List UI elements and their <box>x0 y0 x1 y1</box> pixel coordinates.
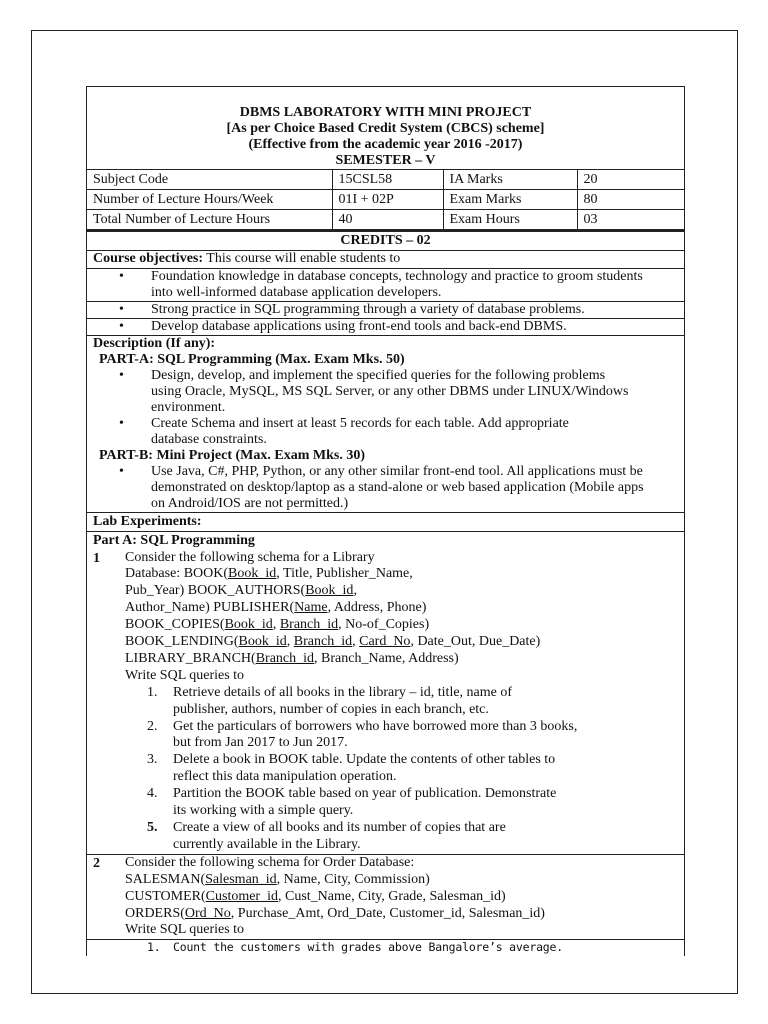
course-info-table <box>87 169 684 230</box>
info-value: 40 <box>332 210 443 230</box>
list-item: • Develop database applications using front-end tools and back-end DBMS. <box>91 319 684 335</box>
schema-line: Author_Name) PUBLISHER(Name, Address, Phone) <box>125 600 427 616</box>
write-queries-line: Write SQL queries to <box>125 922 245 938</box>
description-label: Description (If any): <box>93 335 216 351</box>
scheme-line: [As per Choice Based Credit System (CBCS) scheme] <box>226 121 545 136</box>
experiment-intro: Consider the following schema for a Library <box>125 549 375 565</box>
info-label: Exam Marks <box>443 190 577 210</box>
schema-line: Pub_Year) BOOK_AUTHORS(Book_id, <box>125 583 357 599</box>
experiment-number: 1 <box>93 550 100 566</box>
schema-line: SALESMAN(Salesman_id, Name, City, Commission) <box>125 871 430 887</box>
schema-line: ORDERS(Ord_No, Purchase_Amt, Ord_Date, Customer_id, Salesman_id) <box>125 905 545 921</box>
effective-year-line: (Effective from the academic year 2016 -2017) <box>248 137 523 152</box>
semester-line: SEMESTER – V <box>335 153 436 168</box>
list-item: • Design, develop, and implement the specified queries for the following problems using Oracle, MySQL, MS SQL Server, or any other DBMS under LINUX/Windows environment. <box>91 368 634 416</box>
list-item: 4. Partition the BOOK table based on year of publication. Demonstrate its working with a simple query. <box>147 786 557 819</box>
experiment-number: 2 <box>93 855 100 871</box>
info-label: Number of Lecture Hours/Week <box>87 190 332 210</box>
part-a-title: PART-A: SQL Programming (Max. Exam Mks. 50) <box>99 351 405 367</box>
info-value: 01I + 02P <box>332 190 443 210</box>
experiment-1 <box>87 550 684 855</box>
objectives-label: Course objectives: <box>93 251 204 266</box>
query-list <box>125 939 684 956</box>
write-queries-line: Write SQL queries to <box>125 667 245 683</box>
part-b-title: PART-B: Mini Project (Max. Exam Mks. 30) <box>99 447 365 463</box>
table-row <box>87 210 684 230</box>
list-item: 3. Delete a book in BOOK table. Update the contents of other tables to reflect this data manipulation operation. <box>147 752 556 785</box>
list-item: 1. Retrieve details of all books in the library – id, title, name of publisher, authors, number of copies in each branch, etc. <box>147 684 513 717</box>
course-title: DBMS LABORATORY WITH MINI PROJECT <box>239 105 532 120</box>
schema-line: BOOK_LENDING(Book_id, Branch_id, Card_No, Date_Out, Due_Date) <box>125 634 541 650</box>
info-label: Subject Code <box>87 170 332 190</box>
info-label: Exam Hours <box>443 210 577 230</box>
list-item: • Use Java, C#, PHP, Python, or any other similar front-end tool. All applications must be demonstrated on desktop/laptop as a stand-alone or web based application (Mobile apps on Android/IOS are not permitted.) <box>91 464 644 512</box>
list-item: 2. Get the particulars of borrowers who have borrowed more than 3 books, but from Jan 2017 to Jun 2017. <box>147 718 578 751</box>
table-row <box>87 170 684 190</box>
schema-line: LIBRARY_BRANCH(Branch_id, Branch_Name, Address) <box>125 650 459 666</box>
part-a-sql-heading: Part A: SQL Programming <box>93 532 255 548</box>
query-list <box>125 685 684 854</box>
schema-line: CUSTOMER(Customer_id, Cust_Name, City, Grade, Salesman_id) <box>125 888 506 904</box>
schema-line: BOOK_COPIES(Book_id, Branch_id, No-of_Copies) <box>125 617 430 633</box>
syllabus-document <box>86 86 685 956</box>
table-row <box>87 190 684 210</box>
info-value: 80 <box>577 190 684 210</box>
info-value: 03 <box>577 210 684 230</box>
bottom-rule <box>86 939 684 940</box>
list-item: • Create Schema and insert at least 5 records for each table. Add appropriate database constraints. <box>91 416 634 448</box>
info-value: 20 <box>577 170 684 190</box>
experiment-intro: Consider the following schema for Order Database: <box>125 854 415 870</box>
info-label: Total Number of Lecture Hours <box>87 210 332 230</box>
info-label: IA Marks <box>443 170 577 190</box>
list-item: 5. Create a view of all books and its number of copies that are currently available in the Library. <box>147 820 506 852</box>
credits-line: CREDITS – 02 <box>87 230 684 251</box>
course-objectives-section <box>87 251 684 269</box>
objectives-intro: This course will enable students to <box>203 251 401 266</box>
experiment-2 <box>87 855 684 956</box>
lab-experiments-label: Lab Experiments: <box>87 513 684 532</box>
info-value: 15CSL58 <box>332 170 443 190</box>
objectives-list <box>91 269 684 301</box>
document-header <box>87 87 684 169</box>
list-item: • Foundation knowledge in database concepts, technology and practice to groom students into well-informed database application developers. <box>91 269 684 301</box>
description-section <box>87 336 684 513</box>
list-item: 1. Count the customers with grades above Bangalore’s average. <box>147 940 563 955</box>
list-item: • Strong practice in SQL programming through a variety of database problems. <box>91 302 684 318</box>
schema-line: Database: BOOK(Book_id, Title, Publisher_Name, <box>125 566 413 582</box>
